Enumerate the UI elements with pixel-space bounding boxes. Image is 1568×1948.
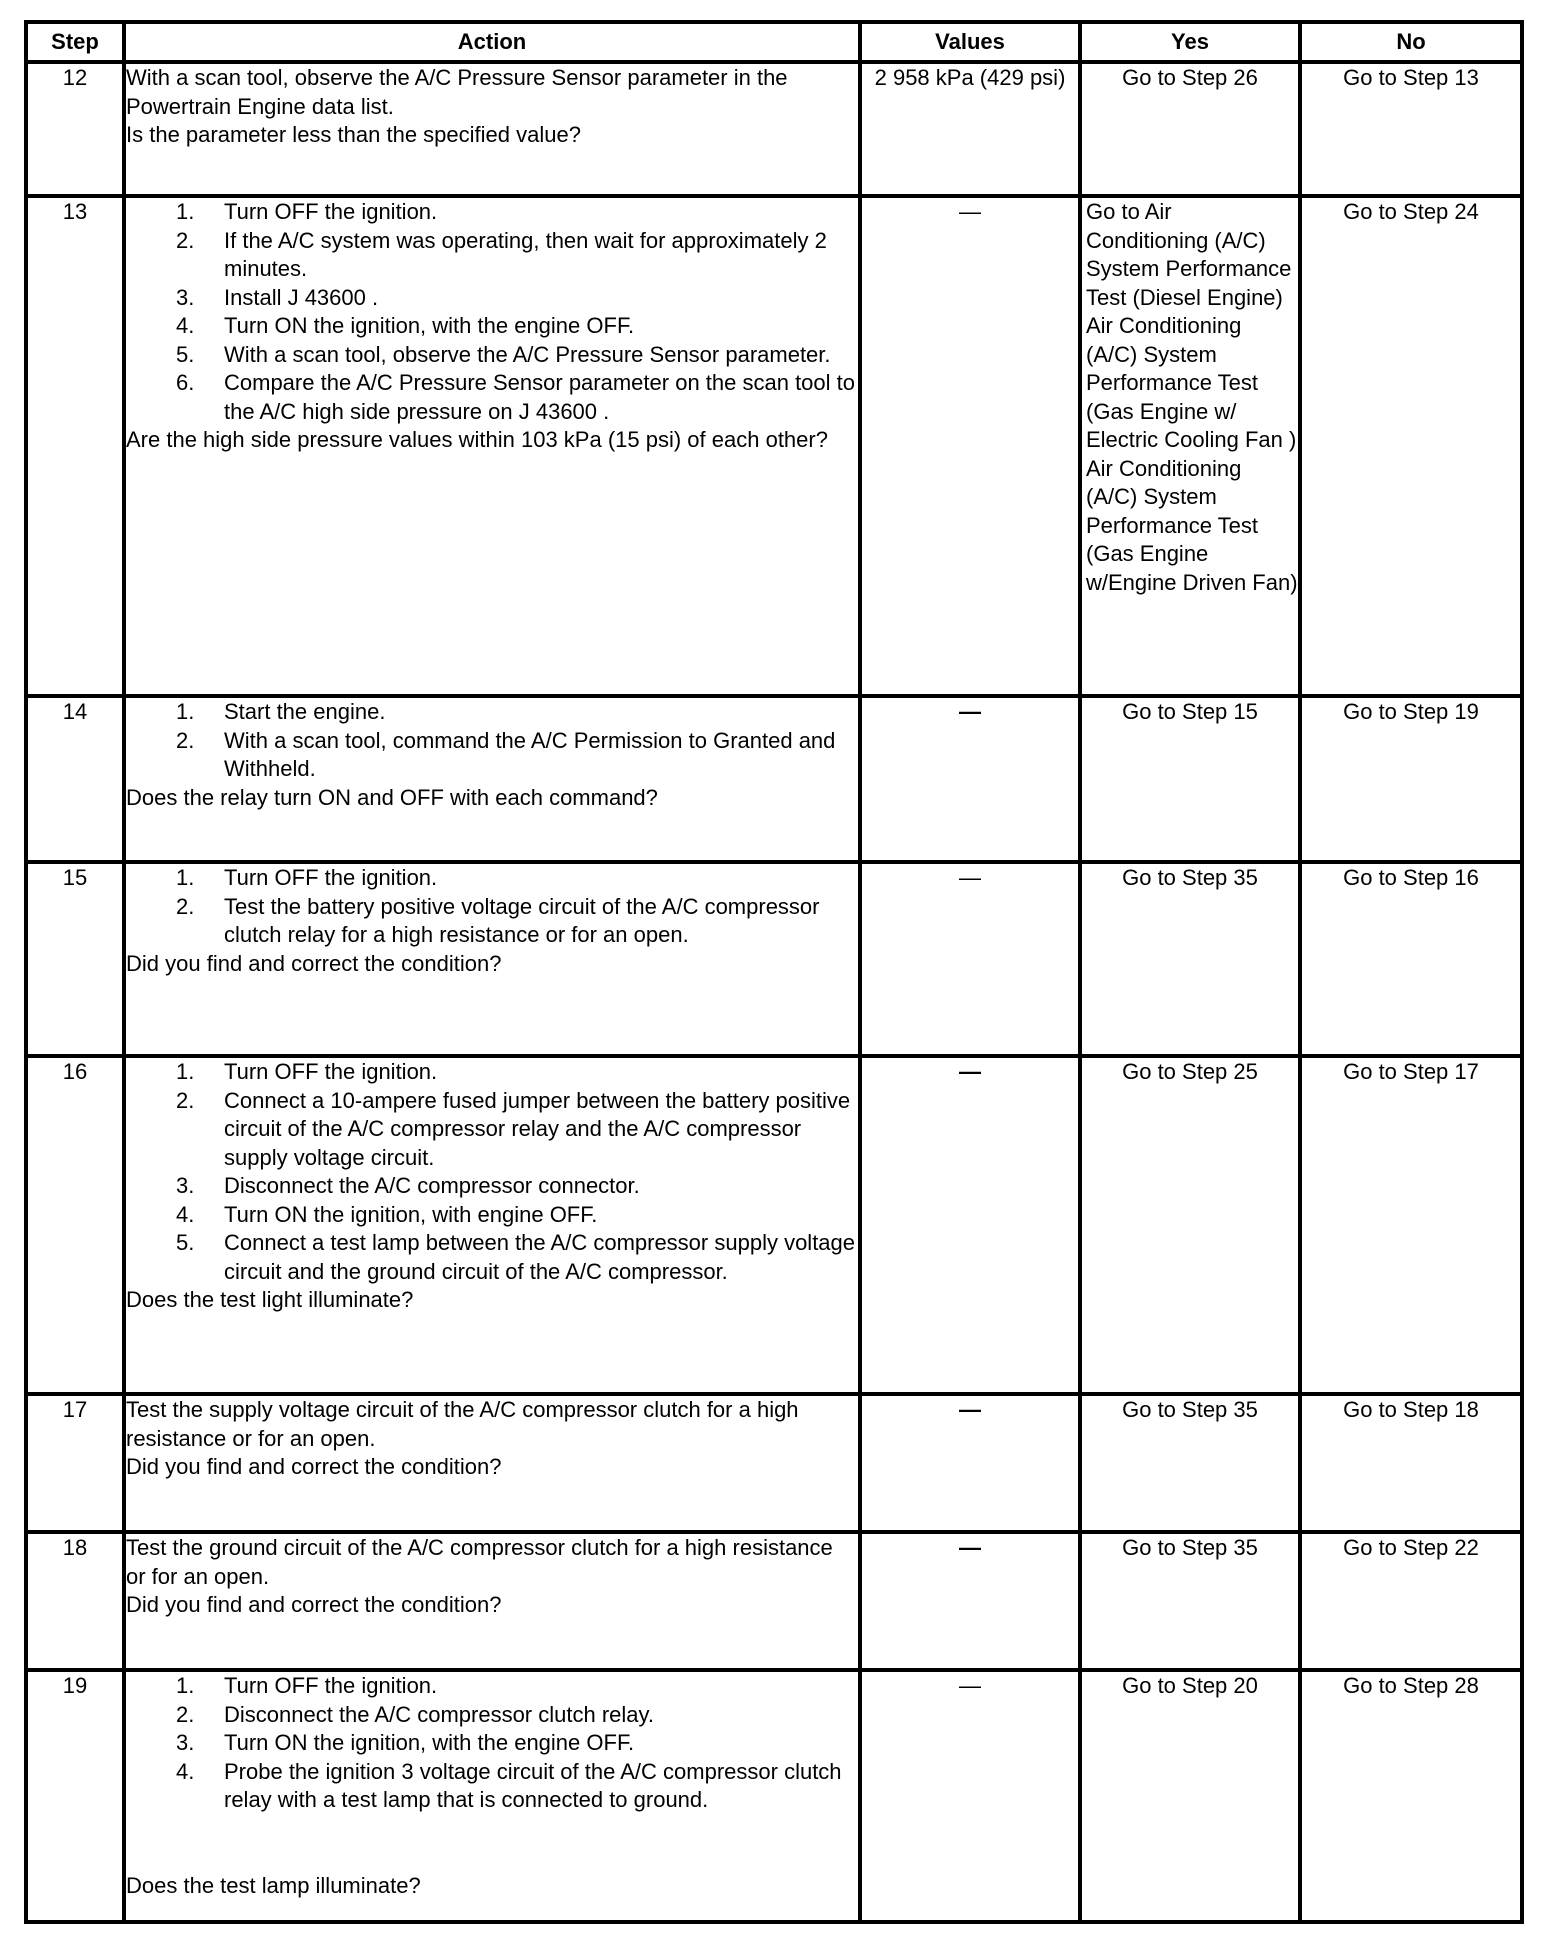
action-steps	[126, 1672, 858, 1815]
action-cell	[124, 1394, 860, 1532]
value-cell: 2 958 kPa (429 psi)	[860, 62, 1080, 196]
action-cell	[124, 862, 860, 1056]
action-step: 4. Turn ON the ignition, with engine OFF.	[176, 1201, 598, 1227]
action-cell	[124, 62, 860, 196]
header-no: No	[1300, 22, 1522, 62]
table-row	[26, 62, 1522, 196]
action-steps	[126, 1058, 858, 1286]
action-cell	[124, 1532, 860, 1670]
action-question: Are the high side pressure values within 103 kPa (15 psi) of each other?	[126, 427, 828, 452]
yes-cell: Go to Air Conditioning (A/C) System Performance Test (Diesel Engine) Air Conditioning (A/C) System Performance Test (Gas Engine w/ Electric Cooling Fan ) Air Conditioning (A/C) System Performance Test (Gas Engine w/Engine Driven Fan)	[1080, 196, 1300, 696]
action-step: 4. Probe the ignition 3 voltage circuit of the A/C compressor clutch relay with a test lamp that is connected to ground.	[176, 1758, 842, 1812]
action-step: 1. Turn OFF the ignition.	[176, 865, 438, 890]
action-step: 2. Connect a 10-ampere fused jumper between the battery positive circuit of the A/C compressor relay and the A/C compressor supply voltage circuit.	[176, 1087, 851, 1170]
action-cell	[124, 1670, 860, 1922]
yes-cell: Go to Step 35	[1080, 1532, 1300, 1670]
action-question: Does the test lamp illuminate?	[126, 1872, 421, 1898]
value-cell: —	[860, 1532, 1080, 1670]
action-steps	[126, 698, 858, 784]
header-step: Step	[26, 22, 124, 62]
action-question: Does the test light illuminate?	[126, 1287, 414, 1312]
action-steps	[126, 198, 858, 426]
action-step: 1. Start the engine.	[176, 699, 386, 724]
action-step: 4. Turn ON the ignition, with the engine OFF.	[176, 313, 635, 338]
no-cell: Go to Step 22	[1300, 1532, 1522, 1670]
value-cell: —	[860, 1056, 1080, 1394]
action-step: 2. Test the battery positive voltage circuit of the A/C compressor clutch relay for a high resistance or for an open.	[176, 893, 820, 947]
action-question: Did you find and correct the condition?	[126, 1592, 502, 1617]
step-number: 17	[26, 1394, 124, 1532]
no-cell: Go to Step 13	[1300, 62, 1522, 196]
action-intro: Test the ground circuit of the A/C compressor clutch for a high resistance or for an open.	[126, 1535, 833, 1589]
yes-cell: Go to Step 26	[1080, 62, 1300, 196]
no-cell: Go to Step 18	[1300, 1394, 1522, 1532]
yes-cell: Go to Step 15	[1080, 696, 1300, 862]
action-cell	[124, 196, 860, 696]
no-cell: Go to Step 24	[1300, 196, 1522, 696]
action-step: 3. Install J 43600 .	[176, 284, 379, 310]
action-step: 1. Turn OFF the ignition.	[176, 1673, 438, 1698]
yes-cell: Go to Step 20	[1080, 1670, 1300, 1922]
table-row	[26, 862, 1522, 1056]
no-cell: Go to Step 19	[1300, 696, 1522, 862]
header-values: Values	[860, 22, 1080, 62]
action-steps	[126, 864, 858, 950]
action-cell	[124, 696, 860, 862]
diagnostic-table	[24, 20, 1524, 1924]
action-question: Did you find and correct the condition?	[126, 950, 502, 976]
yes-cell: Go to Step 35	[1080, 1394, 1300, 1532]
action-intro: Test the supply voltage circuit of the A/C compressor clutch for a high resistance or for an open.	[126, 1397, 799, 1451]
table-row	[26, 1394, 1522, 1532]
action-step: 3. Turn ON the ignition, with the engine OFF.	[176, 1730, 635, 1755]
step-number: 12	[26, 62, 124, 196]
header-row	[26, 22, 1522, 62]
step-number: 19	[26, 1670, 124, 1922]
action-question: Is the parameter less than the specified value?	[126, 122, 581, 147]
value-cell: —	[860, 1394, 1080, 1532]
no-cell: Go to Step 16	[1300, 862, 1522, 1056]
value-cell: —	[860, 1670, 1080, 1922]
action-step: 5. Connect a test lamp between the A/C compressor supply voltage circuit and the ground circuit of the A/C compressor.	[176, 1230, 856, 1284]
action-step: 2. Disconnect the A/C compressor clutch relay.	[176, 1701, 654, 1727]
header-action: Action	[124, 22, 860, 62]
yes-cell: Go to Step 25	[1080, 1056, 1300, 1394]
action-step: 1. Turn OFF the ignition.	[176, 1059, 438, 1084]
table-row	[26, 196, 1522, 696]
header-yes: Yes	[1080, 22, 1300, 62]
action-step: 1. Turn OFF the ignition.	[176, 199, 438, 224]
step-number: 13	[26, 196, 124, 696]
action-step: 5. With a scan tool, observe the A/C Pressure Sensor parameter.	[176, 341, 831, 367]
action-question: Does the relay turn ON and OFF with each command?	[126, 784, 658, 810]
no-cell: Go to Step 28	[1300, 1670, 1522, 1922]
diagnostic-table-sheet	[24, 20, 1524, 1924]
table-row	[26, 1670, 1522, 1922]
value-cell: —	[860, 196, 1080, 696]
yes-cell: Go to Step 35	[1080, 862, 1300, 1056]
value-cell: —	[860, 862, 1080, 1056]
no-cell: Go to Step 17	[1300, 1056, 1522, 1394]
action-step: 2. If the A/C system was operating, then wait for approximately 2 minutes.	[176, 227, 827, 281]
action-cell	[124, 1056, 860, 1394]
table-row	[26, 1056, 1522, 1394]
step-number: 16	[26, 1056, 124, 1394]
step-number: 18	[26, 1532, 124, 1670]
action-intro: With a scan tool, observe the A/C Pressure Sensor parameter in the Powertrain Engine data list.	[126, 65, 788, 119]
value-cell: —	[860, 696, 1080, 862]
step-number: 14	[26, 696, 124, 862]
action-step: 2. With a scan tool, command the A/C Permission to Granted and Withheld.	[176, 727, 836, 781]
table-row	[26, 1532, 1522, 1670]
action-step: 3. Disconnect the A/C compressor connector.	[176, 1173, 640, 1198]
step-number: 15	[26, 862, 124, 1056]
action-question: Did you find and correct the condition?	[126, 1454, 502, 1479]
action-step: 6. Compare the A/C Pressure Sensor parameter on the scan tool to the A/C high side pressure on J 43600 .	[176, 370, 855, 424]
table-row	[26, 696, 1522, 862]
